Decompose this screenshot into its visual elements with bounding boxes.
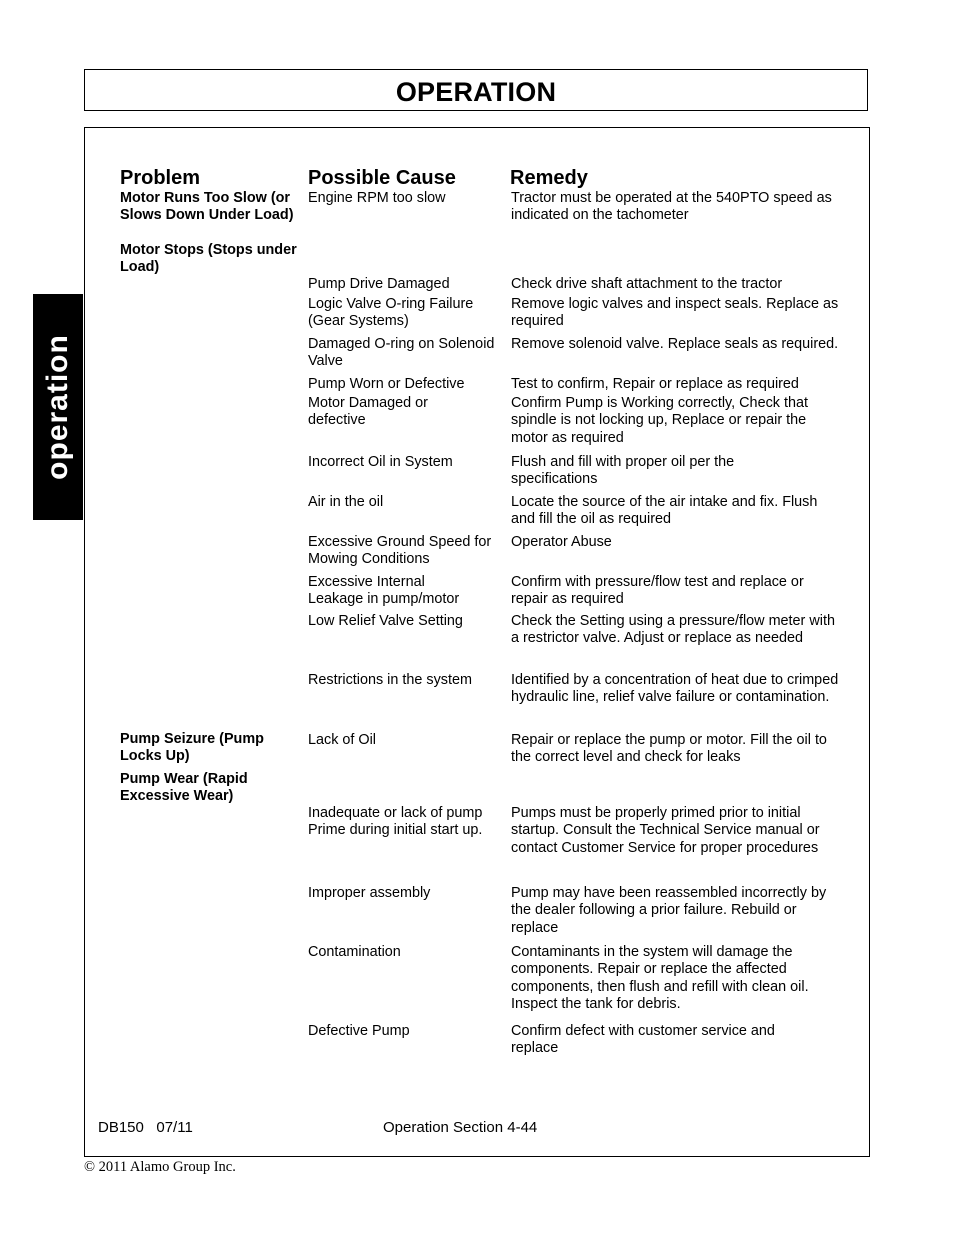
cause-cell: Pump Drive Damaged: [308, 276, 450, 292]
remedy-cell: Operator Abuse: [511, 534, 612, 550]
remedy-cell: Pump may have been reassembled incorrectly by the dealer following a prior failure. Rebuild or replace: [511, 885, 827, 936]
cause-cell: Lack of Oil: [308, 732, 376, 748]
side-tab-label: operation: [41, 334, 74, 480]
remedy-cell: Check the Setting using a pressure/flow meter with a restrictor valve. Adjust or replace as needed: [511, 613, 835, 647]
problem-pump-seizure: Pump Seizure (Pump Locks Up): [120, 731, 264, 765]
cause-cell: Excessive Internal Leakage in pump/motor: [308, 574, 460, 608]
remedy-cell: Repair or replace the pump or motor. Fill the oil to the correct level and check for leaks: [511, 732, 827, 766]
remedy-cell: Pumps must be properly primed prior to initial startup. Consult the Technical Service manual or contact Customer Service for proper procedures: [511, 805, 820, 856]
cause-cell: Improper assembly: [308, 885, 431, 901]
cause-cell: Excessive Ground Speed for Mowing Conditions: [308, 534, 492, 568]
copyright-notice: © 2011 Alamo Group Inc.: [84, 1159, 236, 1175]
problem-motor-runs-slow: Motor Runs Too Slow (or Slows Down Under Load): [120, 190, 294, 224]
cause-cell: Contamination: [308, 944, 401, 960]
cause-cell: Motor Damaged or defective: [308, 395, 428, 429]
remedy-cell: Contaminants in the system will damage the components. Repair or replace the affected components, then flush and refill with clean oil. Inspect the tank for debris.: [511, 944, 809, 1012]
cause-cell: Inadequate or lack of pump Prime during initial start up.: [308, 805, 483, 839]
header-possible-cause: Possible Cause: [308, 167, 456, 189]
problem-pump-wear: Pump Wear (Rapid Excessive Wear): [120, 771, 248, 805]
footer-page-number: Operation Section 4-44: [383, 1119, 538, 1136]
cause-cell: Defective Pump: [308, 1023, 410, 1039]
cause-cell: Incorrect Oil in System: [308, 454, 453, 470]
remedy-cell: Identified by a concentration of heat due to crimped hydraulic line, relief valve failure or contamination.: [511, 672, 839, 706]
remedy-cell: Check drive shaft attachment to the tractor: [511, 276, 783, 292]
cause-cell: Logic Valve O-ring Failure (Gear Systems): [308, 296, 474, 330]
header-problem: Problem: [120, 167, 201, 189]
cause-cell: Air in the oil: [308, 494, 384, 510]
cause-cell: Low Relief Valve Setting: [308, 613, 463, 629]
cause-cell: Damaged O-ring on Solenoid Valve: [308, 336, 495, 370]
page-title: OPERATION: [395, 77, 557, 107]
remedy-cell: Test to confirm, Repair or replace as required: [511, 376, 799, 392]
remedy-cell: Flush and fill with proper oil per the specifications: [511, 454, 735, 488]
remedy-cell: Locate the source of the air intake and fix. Flush and fill the oil as required: [511, 494, 818, 528]
footer-document-id: DB150 07/11: [98, 1119, 193, 1136]
section-side-tab: [33, 294, 83, 520]
remedy-cell: Remove solenoid valve. Replace seals as required.: [511, 336, 839, 352]
cause-cell: Engine RPM too slow: [308, 190, 446, 206]
remedy-cell: Confirm defect with customer service and replace: [511, 1023, 775, 1057]
cause-cell: Restrictions in the system: [308, 672, 472, 688]
remedy-cell: Remove logic valves and inspect seals. Replace as required: [511, 296, 839, 330]
cause-cell: Pump Worn or Defective: [308, 376, 465, 392]
remedy-cell: Tractor must be operated at the 540PTO speed as indicated on the tachometer: [511, 190, 832, 224]
remedy-cell: Confirm with pressure/flow test and replace or repair as required: [511, 574, 804, 608]
remedy-cell: Confirm Pump is Working correctly, Check that spindle is not locking up, Replace or repair the motor as required: [511, 395, 808, 446]
header-remedy: Remedy: [510, 167, 588, 189]
page-title-box: [84, 69, 868, 111]
problem-motor-stops: Motor Stops (Stops under Load): [120, 242, 297, 276]
